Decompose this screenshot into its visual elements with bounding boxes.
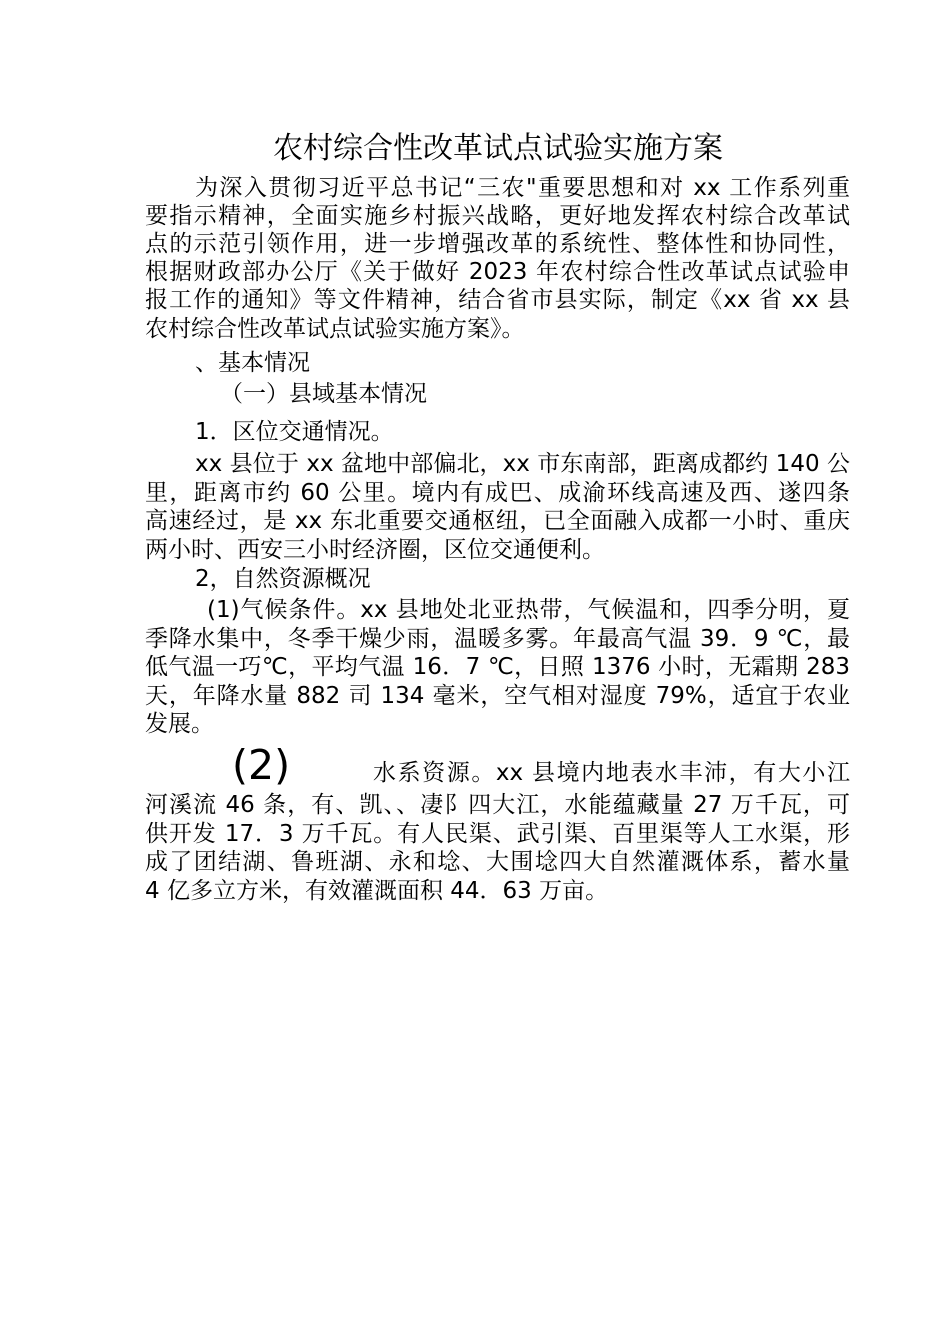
paragraph-line: 里，距离市约 60 公里。境内有成巴、成渝环线高速及西、遂四条 bbox=[145, 480, 850, 506]
paragraph-line: 供开发 17．3 万千瓦。有人民渠、武引渠、百里渠等人工水渠，形 bbox=[145, 821, 850, 847]
intro-line: 根据财政部办公厅《关于做好 2023 年农村综合性改革试点试验申 bbox=[145, 259, 850, 285]
paragraph-line: 季降水集中，冬季干燥少雨，温暖多雾。年最高气温 39．9 ℃，最 bbox=[145, 626, 850, 652]
intro-line: 报工作的通知》等文件精神，结合省市县实际，制定《xx 省 xx 县 bbox=[145, 287, 850, 313]
paragraph-line: 水系资源。xx 县境内地表水丰沛，有大小江 bbox=[373, 760, 850, 786]
paragraph-line: 天，年降水量 882 司 134 毫米，空气相对湿度 79%，适宜于农业 bbox=[145, 683, 850, 709]
paragraph-line: 成了团结湖、鲁班湖、永和埝、大围埝四大自然灌溉体系，蓄水量 bbox=[145, 849, 850, 875]
item-heading: 1．区位交通情况。 bbox=[195, 419, 394, 445]
paragraph-line: xx 县位于 xx 盆地中部偏北，xx 市东南部，距离成都约 140 公 bbox=[195, 451, 850, 477]
paragraph-line: 低气温一巧℃，平均气温 16．7 ℃，日照 1376 小时，无霜期 283 bbox=[145, 654, 850, 680]
list-marker: (2) bbox=[232, 741, 291, 789]
paragraph-line: 4 亿多立方米，有效灌溉面积 44．63 万亩。 bbox=[145, 878, 609, 904]
paragraph-line: 两小时、西安三小时经济圈，区位交通便利。 bbox=[145, 537, 605, 563]
paragraph-line: 发展。 bbox=[145, 711, 214, 737]
section-heading: 、基本情况 bbox=[195, 350, 310, 376]
item-heading: 2，自然资源概况 bbox=[195, 566, 371, 592]
intro-line: 农村综合性改革试点试验实施方案》。 bbox=[145, 316, 525, 342]
paragraph-line: 高速经过，是 xx 东北重要交通枢纽，已全面融入成都一小时、重庆 bbox=[145, 508, 850, 534]
intro-line: 为深入贯彻习近平总书记“三农"重要思想和对 xx 工作系列重 bbox=[195, 175, 850, 201]
paragraph-line: (1)气候条件。xx 县地处北亚热带，气候温和，四季分明，夏 bbox=[207, 597, 850, 623]
intro-line: 要指示精神，全面实施乡村振兴战略，更好地发挥农村综合改革试 bbox=[145, 203, 850, 229]
paragraph-line: 河溪流 46 条，有、凯、、凄阝四大江，水能蕴藏量 27 万千瓦，可 bbox=[145, 792, 850, 818]
document-title: 农村综合性改革试点试验实施方案 bbox=[273, 131, 723, 166]
intro-line: 点的示范引领作用，进一步增强改革的系统性、整体性和协同性， bbox=[145, 231, 850, 257]
subsection-heading: （一）县域基本情况 bbox=[220, 381, 427, 407]
